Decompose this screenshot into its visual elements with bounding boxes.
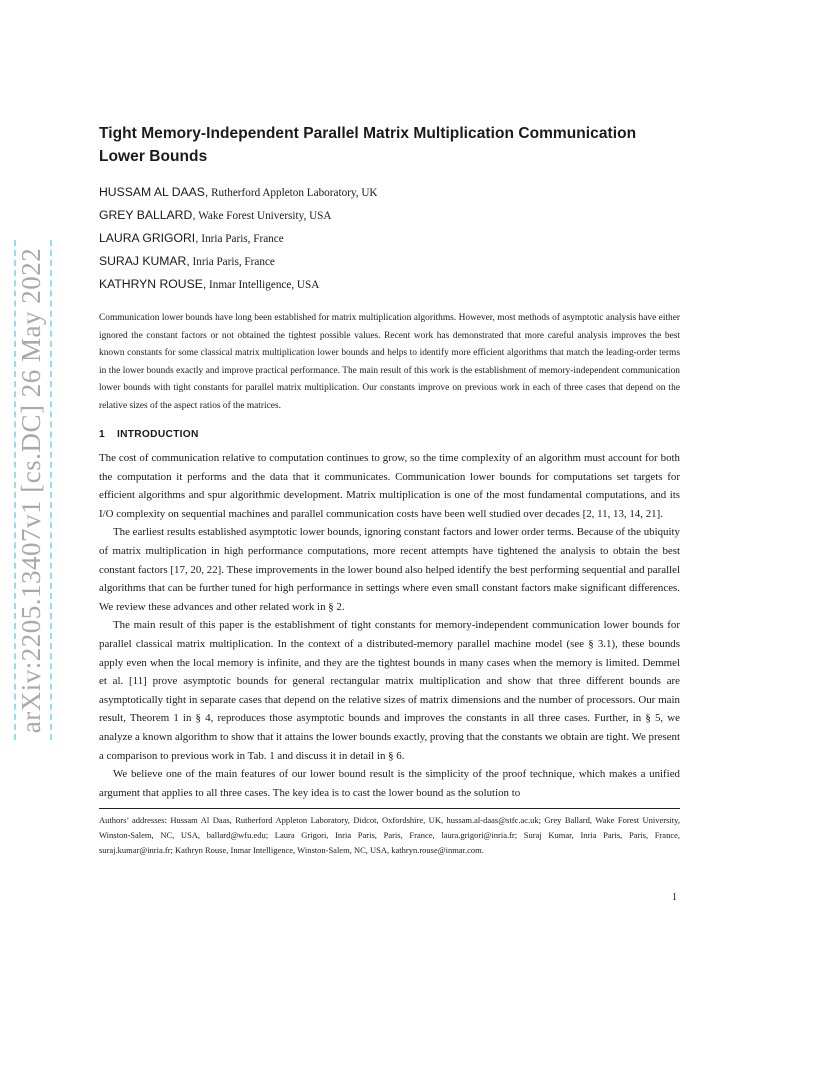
section-number: 1 (99, 429, 105, 440)
author-name: GREY BALLARD, (99, 208, 196, 222)
section-title: INTRODUCTION (116, 429, 199, 440)
author-name: SURAJ KUMAR, (99, 254, 190, 268)
page-number: 1 (672, 892, 677, 903)
paragraph: We believe one of the main features of our lower bound result is the simplicity of the proof technique, which makes a unified argument that applies to all three cases. The key idea is to cast the lower bound as the solution to (99, 768, 680, 799)
author-list (99, 181, 680, 296)
author-entry (99, 273, 680, 296)
arxiv-identifier: arXiv:2205.13407v1 [cs.DC] 26 May 2022 (16, 247, 47, 733)
author-affiliation: Inria Paris, France (198, 233, 284, 245)
author-addresses-footnote: Authors’ addresses: Hussam Al Daas, Rutherford Appleton Laboratory, Didcot, Oxfordshire, UK, hussam.al-daas@stfc.ac.uk; Grey Ballard, Wake Forest University, Winston-Salem, NC, USA, ballard@wfu.edu; Laura Grigori, Inria Paris, Paris, France, laura.grigori@inria.fr; Suraj Kumar, Inria Paris, Paris, France, suraj.kumar@inria.fr; Kathryn Rouse, Inmar Intelligence, Winston-Salem, NC, USA, kathryn.rouse@inmar.com. (99, 815, 680, 856)
author-entry (99, 204, 680, 227)
author-entry (99, 250, 680, 273)
author-name: KATHRYN ROUSE, (99, 277, 207, 291)
author-affiliation: Inmar Intelligence, USA (206, 279, 320, 291)
author-affiliation: Wake Forest University, USA (195, 210, 332, 222)
author-name: HUSSAM AL DAAS, (99, 185, 209, 199)
footnote-divider (99, 808, 680, 809)
author-affiliation: Rutherford Appleton Laboratory, UK (208, 187, 378, 199)
paper-title: Tight Memory-Independent Parallel Matrix Multiplication Communication Lower Bounds (99, 125, 637, 165)
arxiv-stamp (8, 240, 56, 740)
paper-page (99, 122, 680, 858)
paragraph: The earliest results established asymptotic lower bounds, ignoring constant factors and lower order terms. Because of the ubiquity of matrix multiplication in high performance computations, more recent attempts have tightened the analysis to obtain the best constant factors [17, 20, 22]. These improvements in the lower bound also helped identify the best performing sequential and parallel algorithms that can be further tuned for high performance in settings where even small constant factors make significant differences. We review these advances and other related work in § 2. (99, 526, 680, 613)
author-name: LAURA GRIGORI, (99, 231, 199, 245)
abstract: Communication lower bounds have long been established for matrix multiplication algorithms. However, most methods of asymptotic analysis have either ignored the constant factors or not obtained the tightest possible values. Recent work has demonstrated that more careful analysis improves the best known constants for some classical matrix multiplication lower bounds and helps to identify more efficient algorithms that match the leading-order terms in the lower bounds exactly and improve practical performance. The main result of this work is the establishment of memory-independent communication lower bounds with tight constants for parallel matrix multiplication. Our constants improve on previous work in each of three cases that depend on the relative sizes of the aspect ratios of the matrices. (99, 313, 680, 411)
introduction-body (99, 449, 680, 802)
author-affiliation: Inria Paris, France (189, 256, 275, 268)
paragraph: The cost of communication relative to computation continues to grow, so the time complexity of an algorithm must account for both the computation it performs and the data that it communicates. Communication lower bounds for computations set targets for efficient algorithms and spur algorithmic development. Matrix multiplication is one of the most fundamental computations, and its I/O complexity on sequential machines and parallel communication costs have been well studied over decades [2, 11, 13, 14, 21]. (99, 452, 680, 520)
paragraph: The main result of this paper is the establishment of tight constants for memory-independent communication lower bounds for parallel classical matrix multiplication. In the context of a distributed-memory parallel machine model (see § 3.1), these bounds apply even when the local memory is infinite, and they are the tightest bounds in many cases when the memory is limited. Demmel et al. [11] prove asymptotic bounds for general rectangular matrix multiplication and show that three different bounds are asymptotically tight in separate cases that depend on the relative sizes of matrix dimensions and the number of processors. Our main result, Theorem 1 in § 4, reproduces those asymptotic bounds and improves the constants in all three cases. Further, in § 5, we analyze a known algorithm to show that it attains the lower bounds exactly, proving that the constants we obtain are tight. We present a comparison to previous work in Tab. 1 and discuss it in detail in § 6. (99, 619, 680, 762)
section-heading (99, 427, 680, 443)
author-entry (99, 181, 680, 204)
author-entry (99, 227, 680, 250)
